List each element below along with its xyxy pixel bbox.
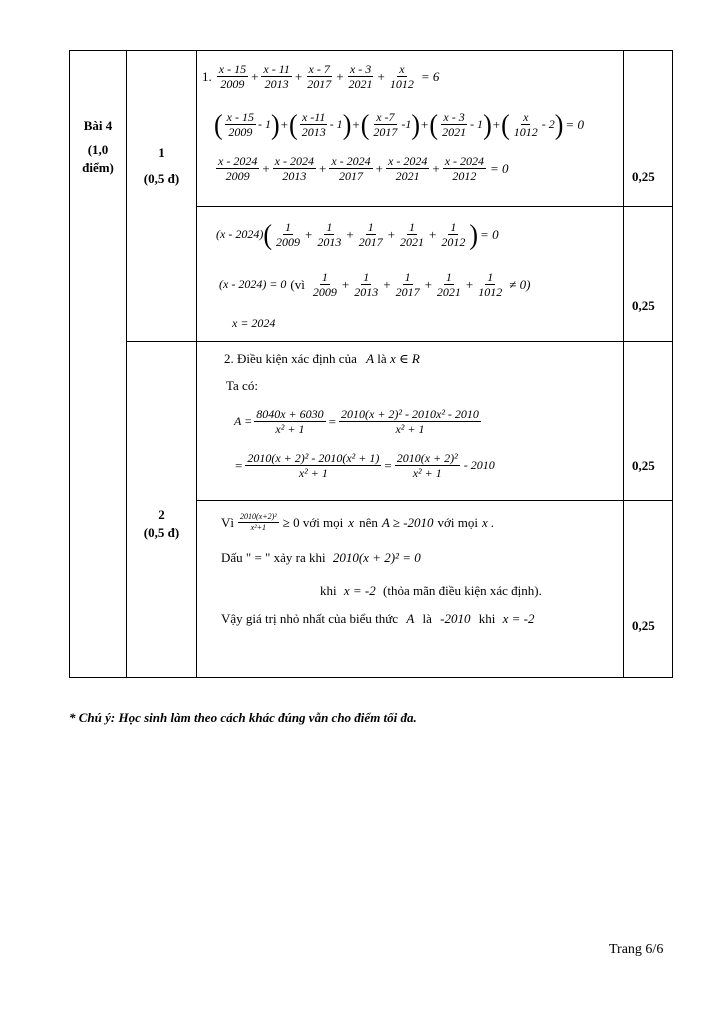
denominator: 2009 [312, 285, 337, 299]
numerator: 1 [285, 220, 291, 234]
equation-7 [234, 451, 495, 480]
score-1: 0,25 [632, 169, 655, 184]
numerator: x - 3 [443, 110, 465, 124]
minus-term: - 2010 [463, 458, 495, 472]
equation-rhs: = 0 [490, 160, 509, 176]
equals-sign: = [328, 413, 336, 429]
numerator: x - 2024 [388, 154, 428, 168]
part-1-number: 1 [158, 145, 165, 160]
fraction [352, 270, 380, 299]
denominator: 2009 [276, 235, 300, 249]
denominator: 2017 [395, 285, 420, 299]
table-col-divider-2 [196, 50, 197, 678]
numerator: 2010(x+2)² [240, 512, 277, 521]
when-word: khi [320, 583, 337, 598]
denominator: x² + 1 [298, 466, 328, 480]
conclusion-line [221, 611, 535, 627]
numerator: 1 [367, 220, 374, 234]
plus-sign: + [305, 226, 313, 242]
paren-close: ) [342, 108, 352, 140]
because-word: (vì [290, 276, 305, 292]
denominator: 2017 [358, 235, 383, 249]
part-2-points: (0,5 đ) [143, 525, 180, 540]
fraction [443, 154, 486, 183]
part-2-label [127, 506, 196, 542]
denominator: x²+1 [250, 523, 267, 532]
plus-sign: + [383, 276, 391, 292]
numerator: 1 [404, 270, 411, 284]
denominator: 2017 [307, 77, 332, 91]
plus-sign: + [429, 226, 437, 242]
equation-6 [234, 407, 483, 436]
fraction [395, 451, 460, 480]
denominator: 2013 [264, 77, 289, 91]
denominator: 2009 [225, 169, 250, 183]
numerator: x [399, 62, 405, 76]
numerator: 1 [321, 270, 328, 284]
domain-cond: x ∈ R [389, 351, 420, 366]
min-value: -2010 [440, 611, 471, 626]
numerator: 1 [445, 270, 452, 284]
var-x: x . [482, 514, 495, 530]
numerator: x [523, 110, 529, 124]
fraction [398, 220, 426, 249]
paren-open: ( [360, 108, 370, 140]
conclusion-text: Vậy giá trị nhỏ nhất của biểu thức [221, 611, 399, 626]
denominator: 2017 [339, 169, 363, 183]
plus-sign: + [294, 68, 303, 84]
plus-sign: + [262, 160, 270, 176]
fraction [305, 62, 333, 91]
equation-4 [216, 220, 500, 249]
subtract-term: - 1 [258, 117, 271, 131]
denominator: x² + 1 [275, 422, 305, 436]
domain-var: A [366, 351, 375, 366]
domain-condition [224, 351, 420, 367]
we-have-text: Ta có: [226, 378, 258, 393]
A-equals: A = [234, 414, 253, 428]
paren-close: ) [483, 108, 492, 140]
table-border-right [672, 50, 673, 678]
fraction [435, 270, 463, 299]
plus-sign: + [346, 226, 354, 242]
plus-sign: + [465, 276, 474, 292]
equation-rhs: ≠ 0) [509, 276, 531, 292]
fraction [386, 154, 429, 183]
numerator: 2010(x + 2)² - 2010(x² + 1) [247, 451, 380, 465]
fraction [216, 154, 259, 183]
plus-sign: + [336, 68, 344, 84]
denominator: 2013 [354, 285, 379, 299]
domain-text: 2. Điều kiện xác định của [224, 351, 357, 366]
denominator: 2021 [400, 235, 425, 249]
denominator: 2013 [301, 125, 326, 139]
subtract-term: -1 [401, 117, 412, 131]
numerator: x - 3 [349, 62, 372, 76]
fraction [512, 110, 540, 139]
equality-text: Dấu " = " xảy ra khi [221, 550, 326, 565]
step-2-result: x = 2024 [232, 316, 276, 330]
paren-open: ( [429, 108, 439, 140]
plus-sign: + [280, 116, 289, 132]
fraction [245, 451, 381, 480]
equation-1 [202, 62, 440, 91]
numerator: x - 2024 [218, 154, 258, 168]
for-all-text: với mọi [437, 514, 478, 530]
paren-close: ) [469, 218, 479, 250]
denominator: 1012 [513, 125, 538, 139]
factor-zero: (x - 2024) = 0 [219, 277, 287, 291]
numerator: 1 [409, 220, 416, 234]
row-divider-1 [196, 206, 673, 207]
numerator: x - 15 [218, 62, 247, 76]
numerator: x - 2024 [331, 154, 371, 168]
numerator: x - 7 [308, 62, 330, 76]
denominator: 2012 [441, 235, 466, 249]
denominator: 2021 [436, 285, 461, 299]
numerator: 2010(x + 2)² [396, 451, 458, 465]
when-word: khi [478, 611, 496, 626]
fraction [329, 154, 372, 183]
numerator: x -7 [376, 110, 395, 124]
paren-open: ( [289, 108, 298, 140]
fraction [254, 407, 325, 436]
problem-points: (1,0 [87, 142, 109, 157]
problem-title: Bài 4 [83, 118, 113, 133]
is-word: là [422, 611, 432, 626]
numerator: 8040x + 6030 [256, 407, 324, 421]
denominator: 2013 [282, 169, 307, 183]
fraction [238, 512, 279, 533]
denominator: 2009 [228, 125, 253, 139]
fraction [339, 407, 481, 436]
equation-rhs: = 0 [480, 226, 499, 242]
score-4: 0,25 [632, 618, 655, 633]
equation-rhs: = 6 [420, 68, 440, 84]
denominator: 2013 [317, 235, 342, 249]
fraction [274, 220, 302, 249]
numerator: 1 [450, 220, 457, 234]
equation-5 [219, 270, 531, 299]
fraction [261, 62, 291, 91]
plus-sign: + [251, 68, 259, 84]
fraction [357, 220, 385, 249]
fraction [439, 220, 467, 249]
numerator: 1 [326, 220, 333, 234]
fraction [347, 62, 375, 91]
table-border-bottom [69, 677, 673, 678]
numerator: x - 2024 [274, 154, 314, 168]
numerator: 1 [487, 270, 494, 284]
paren-close: ) [411, 108, 421, 140]
row-divider-2 [126, 341, 673, 342]
when-line [320, 583, 542, 599]
denominator: x² + 1 [412, 466, 442, 480]
part-1-label [127, 140, 196, 192]
plus-sign: + [492, 116, 501, 132]
fraction [476, 270, 504, 299]
plus-sign: + [377, 68, 385, 84]
factor-term: (x - 2024) [216, 227, 264, 241]
numerator: x -11 [301, 110, 326, 124]
ge-text: ≥ 0 với mọi [282, 514, 344, 530]
plus-sign: + [352, 116, 360, 132]
score-2: 0,25 [632, 298, 655, 313]
denominator: x² + 1 [395, 422, 425, 436]
inequality: A ≥ -2010 [381, 514, 434, 530]
fraction [273, 154, 316, 183]
numerator: 1 [363, 270, 370, 284]
page-number: Trang 6/6 [609, 942, 664, 957]
part-2-number: 2 [158, 507, 165, 522]
conclusion-var: A [406, 611, 415, 626]
denominator: 2021 [348, 77, 373, 91]
fraction [300, 110, 328, 139]
fraction [394, 270, 422, 299]
problem-label [70, 114, 126, 180]
when-expr: x = -2 [343, 583, 376, 598]
footnote: * Chú ý: Học sinh làm theo cách khác đúng vẫn cho điểm tối đa. [69, 710, 417, 725]
paren-open: ( [501, 108, 510, 140]
plus-sign: + [319, 160, 327, 176]
paren-open: ( [263, 218, 272, 250]
equals-sign: = [384, 457, 392, 473]
equality-expr: 2010(x + 2)² = 0 [332, 550, 421, 565]
plus-sign: + [341, 276, 350, 292]
fraction [311, 270, 339, 299]
table-col-divider-3 [623, 50, 624, 678]
paren-open: ( [214, 108, 223, 140]
row-divider-3 [196, 500, 673, 501]
inequality-line [221, 512, 494, 533]
paren-close: ) [271, 108, 280, 140]
table-border-top [69, 50, 673, 51]
numerator: x - 15 [226, 110, 254, 124]
denominator: 1012 [389, 77, 414, 91]
equation-2 [214, 110, 585, 139]
because-word: Vì [221, 514, 234, 530]
step-1-label: 1. [202, 68, 212, 84]
score-3: 0,25 [632, 458, 655, 473]
so-word: nên [359, 514, 378, 530]
when-note: (thỏa mãn điều kiện xác định). [383, 583, 542, 598]
fraction [225, 110, 256, 139]
paren-close: ) [554, 108, 564, 140]
x-value: x = -2 [502, 611, 535, 626]
equation-rhs: = 0 [565, 116, 584, 132]
denominator: 2021 [395, 169, 420, 183]
fraction [315, 220, 343, 249]
subtract-term: - 1 [470, 117, 484, 131]
plus-sign: + [421, 116, 429, 132]
denominator: 2009 [220, 77, 245, 91]
denominator: 2012 [452, 169, 477, 183]
subtract-term: - 2 [541, 117, 555, 131]
plus-sign: + [375, 160, 384, 176]
denominator: 2021 [442, 125, 467, 139]
plus-sign: + [424, 276, 432, 292]
var-x: x [348, 514, 355, 530]
part-1-points: (0,5 đ) [143, 171, 180, 186]
denominator: 1012 [478, 285, 503, 299]
fraction [388, 62, 416, 91]
numerator: 2010(x + 2)² - 2010x² - 2010 [341, 407, 479, 421]
domain-mid: là [377, 351, 387, 366]
numerator: x - 2024 [444, 154, 485, 168]
equation-3 [214, 154, 510, 183]
plus-sign: + [387, 226, 396, 242]
subtract-term: - 1 [329, 117, 343, 131]
numerator: x - 11 [263, 62, 290, 76]
fraction [371, 110, 399, 139]
denominator: 2017 [373, 125, 398, 139]
fraction [440, 110, 468, 139]
problem-points-unit: điểm) [82, 160, 114, 175]
plus-sign: + [432, 160, 440, 176]
fraction [217, 62, 248, 91]
equality-line [221, 550, 421, 566]
equals-sign: = [235, 457, 243, 473]
